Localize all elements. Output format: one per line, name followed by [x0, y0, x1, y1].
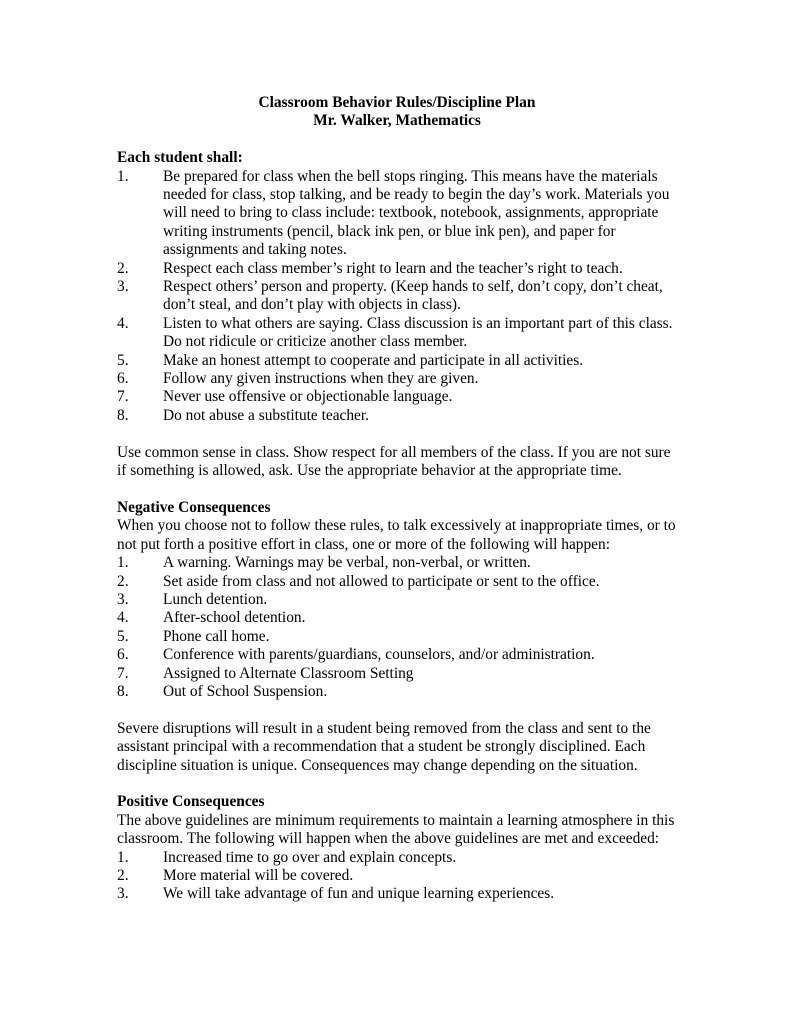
spacer [117, 425, 677, 443]
rule-number: 3. [117, 278, 129, 296]
consequence-text: Lunch detention. [163, 590, 268, 608]
rule-number: 8. [117, 406, 129, 424]
common-sense-paragraph: Use common sense in class. Show respect for all members of the class. If you are not sure if something is allowed, ask. Use the appropriate behavior at the appropriate time. [117, 443, 671, 480]
consequence-number: 7. [117, 664, 129, 682]
rule-text: Make an honest attempt to cooperate and participate in all activities. [163, 351, 584, 369]
rule-item [117, 388, 677, 406]
positive-text: More material will be covered. [163, 866, 354, 884]
negative-consequences-heading: Negative Consequences [117, 498, 271, 516]
consequence-text: A warning. Warnings may be verbal, non-verbal, or written. [163, 554, 531, 572]
rule-number: 1. [117, 167, 129, 185]
positive-number: 1. [117, 848, 129, 866]
rule-text: Be prepared for class when the bell stops ringing. This means have the materials needed for class, stop talking, and be ready to begin the day’s work. Materials you will need to bring to class include: textbook, notebook, assignments, appropriate writing instruments (pencil, black ink pen, or blue ink pen), and paper for assignments and taking notes. [163, 167, 670, 259]
consequence-number: 1. [117, 554, 129, 572]
spacer [117, 701, 677, 719]
consequence-number: 4. [117, 609, 129, 627]
rule-item [117, 260, 677, 278]
rule-text: Listen to what others are saying. Class discussion is an important part of this class. Do not ridicule or criticize another class member. [163, 314, 673, 351]
positive-consequences-intro: The above guidelines are minimum requirements to maintain a learning atmosphere in this classroom. The following will happen when the above guidelines are met and exceeded: [117, 811, 675, 848]
negative-consequences-intro: When you choose not to follow these rules, to talk excessively at inappropriate times, or to not put forth a positive effort in class, one or more of the following will happen: [117, 517, 676, 553]
consequence-text: After-school detention. [163, 609, 306, 627]
rule-number: 2. [117, 259, 129, 277]
rule-number: 4. [117, 314, 129, 332]
positive-number: 2. [117, 866, 129, 884]
consequence-item [117, 591, 677, 609]
spacer [117, 131, 677, 149]
document-page [117, 94, 677, 904]
consequence-text: Assigned to Alternate Classroom Setting [163, 664, 414, 682]
severe-disruptions-paragraph: Severe disruptions will result in a student being removed from the class and sent to the assistant principal with a recommendation that a student be strongly disciplined. Each discipline situation is unique. Consequences may change depending on the situation. [117, 719, 651, 774]
document-subtitle: Mr. Walker, Mathematics [313, 112, 481, 130]
rule-item [117, 407, 677, 425]
rules-list [117, 168, 677, 426]
positive-number: 3. [117, 885, 129, 903]
document-title: Classroom Behavior Rules/Discipline Plan [258, 94, 536, 111]
rule-text: Do not abuse a substitute teacher. [163, 406, 370, 424]
consequence-text: Set aside from class and not allowed to participate or sent to the office. [163, 572, 600, 590]
consequence-item [117, 665, 677, 683]
consequence-number: 6. [117, 646, 129, 664]
consequence-text: Out of School Suspension. [163, 682, 328, 700]
rule-text: Respect others’ person and property. (Keep hands to self, don’t copy, don’t cheat, don’t steal, and don’t play with objects in class). [163, 278, 663, 314]
spacer [117, 775, 677, 793]
consequence-item [117, 646, 677, 664]
positive-text: We will take advantage of fun and unique learning experiences. [163, 885, 555, 903]
consequence-text: Phone call home. [163, 627, 270, 645]
consequence-item [117, 554, 677, 572]
rules-heading: Each student shall: [117, 149, 243, 167]
rule-item [117, 315, 677, 352]
consequence-text: Conference with parents/guardians, counselors, and/or administration. [163, 646, 595, 664]
positive-item [117, 885, 677, 903]
consequence-number: 8. [117, 682, 129, 700]
rule-text: Follow any given instructions when they are given. [163, 370, 479, 388]
consequence-number: 2. [117, 572, 129, 590]
positive-consequences-heading: Positive Consequences [117, 793, 265, 811]
rule-item [117, 278, 677, 315]
rule-item [117, 168, 677, 260]
consequence-item [117, 573, 677, 591]
negative-consequences-list [117, 554, 677, 701]
rule-text: Never use offensive or objectionable language. [163, 388, 453, 406]
consequence-number: 3. [117, 590, 129, 608]
positive-consequences-list [117, 849, 677, 904]
rule-item [117, 370, 677, 388]
rule-number: 6. [117, 370, 129, 388]
spacer [117, 481, 677, 499]
rule-number: 5. [117, 351, 129, 369]
rule-number: 7. [117, 388, 129, 406]
consequence-item [117, 609, 677, 627]
consequence-item [117, 683, 677, 701]
rule-item [117, 352, 677, 370]
positive-item [117, 849, 677, 867]
rule-text: Respect each class member’s right to learn and the teacher’s right to teach. [163, 259, 623, 277]
positive-item [117, 867, 677, 885]
consequence-number: 5. [117, 627, 129, 645]
consequence-item [117, 628, 677, 646]
positive-text: Increased time to go over and explain concepts. [163, 848, 457, 866]
